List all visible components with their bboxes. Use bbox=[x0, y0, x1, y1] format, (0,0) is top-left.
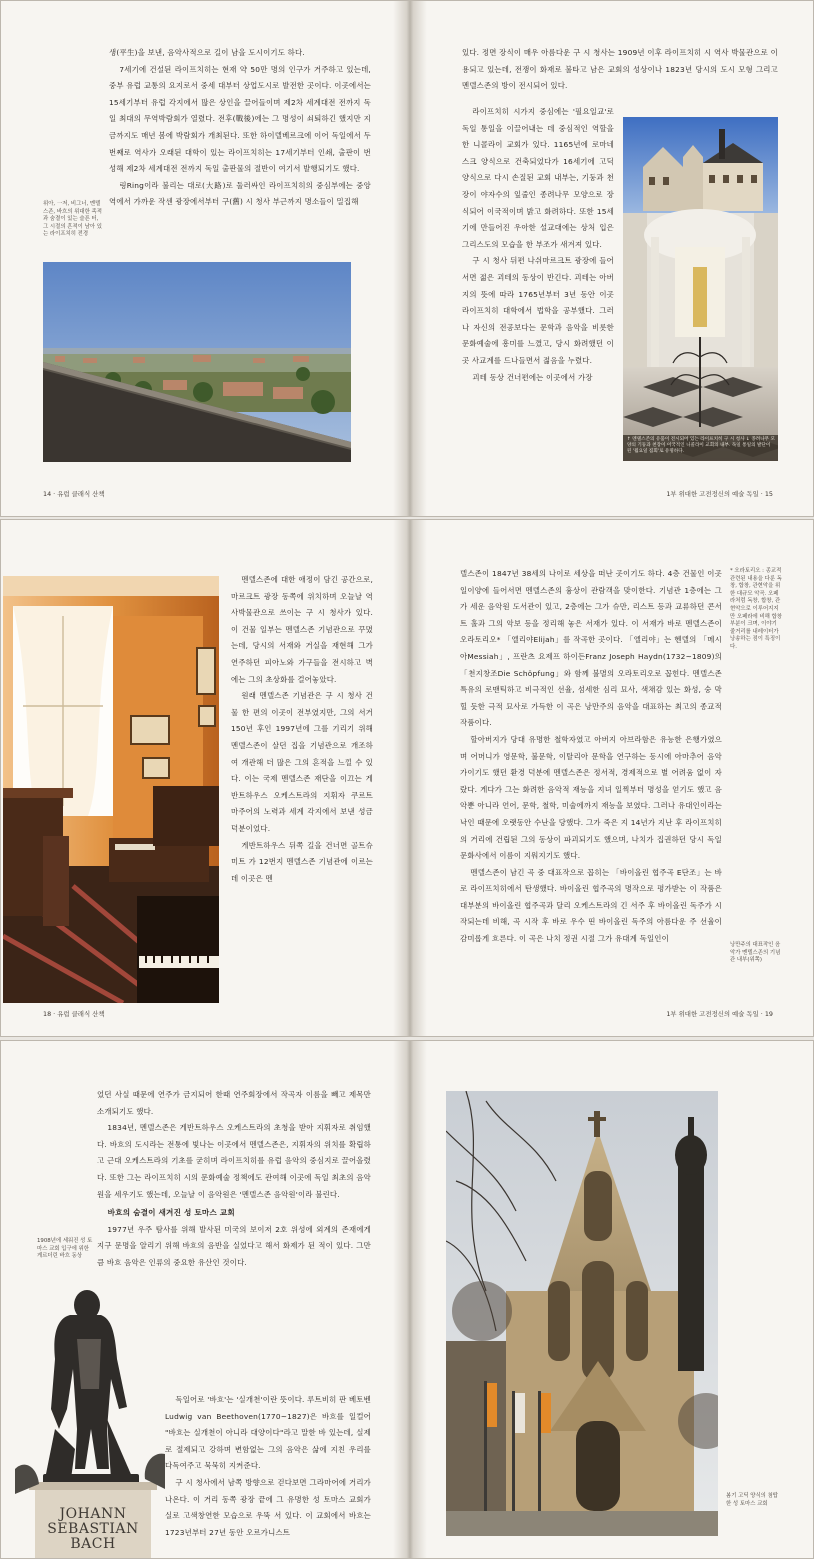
inscription-line: SEBASTIAN bbox=[47, 1521, 139, 1537]
st-thomas-church-illustration bbox=[446, 1091, 718, 1536]
page-14-caption: 위아, 一저, 비그너, 멘델스존, 바흐의 위대한 족적과 숨결이 있는 슬픈 터, 그 시절의 흔적이 남아 있는 라이프치히 전경 bbox=[43, 201, 102, 238]
page-14-body bbox=[109, 45, 371, 211]
st-thomas-caption: 봄기 고딕 양식의 첨탑 한 성 토마스 교회 bbox=[726, 1493, 779, 1507]
leipzig-panorama-illustration bbox=[43, 262, 351, 462]
page-number-15: 1부 위대한 고전정신의 예술 독일 · 15 bbox=[666, 490, 773, 498]
page-number-19: 1부 위대한 고전정신의 예술 독일 · 19 bbox=[666, 1010, 773, 1018]
paragraph: 구 시 청사 뒤편 나쉬마르크트 광장에 들어서면 젊은 괴테의 동상이 반긴다. 괴테는 아버지의 뜻에 따라 1765년부터 3년 동안 이곳 라이프치히 대학에서 법학을 공부했다. 그러나 자신의 전공보다는 문학과 음악을 비롯한 문화예술에 흥미를 느꼈고, 당시 화려했던 이곳 사교계를 드나들면서 젊음을 누렸다. bbox=[462, 256, 614, 365]
page-number-18: 18 · 유럽 클래식 산책 bbox=[43, 1010, 105, 1018]
page-14 bbox=[1, 1, 408, 516]
bach-statue-caption: 1908년에 세워진 성 토마스 교회 입구에 위한 게르더린 바흐 동상 bbox=[37, 1238, 93, 1260]
page-number-14: 14 · 유럽 클래식 산책 bbox=[43, 490, 105, 498]
page-bach-body-bottom bbox=[165, 1392, 371, 1541]
page-bach-body-top bbox=[97, 1087, 371, 1272]
page-15-body-top bbox=[462, 45, 778, 107]
mendelssohn-study-illustration bbox=[3, 576, 219, 1003]
oratorio-footnote: * 오라토리오 : 종교적 관련된 내용을 다룬 독창, 합창, 관현악을 위한 대규모 악곡. 오페라처럼 독창, 합창, 관현악으로 이루어지지만 오페라에 비해 합창 부분이 크며, 이야기 줄거리를 내레이터가 낭송하는 점이 특징이다. bbox=[730, 568, 783, 650]
mendelssohn-study-room-photo bbox=[3, 576, 219, 1003]
page-15-body-column bbox=[462, 104, 614, 386]
page-19 bbox=[408, 520, 814, 1036]
paragraph: 멘델스존에 대한 애정이 담긴 공간으로, 마르크트 광장 동쪽에 위치하며 오늘날 역사박물관으로 쓰이는 구 시 청사가 있다. 이 건물 일부는 멘델스존 기념관으로 꾸몄는데, 당시의 서재와 거실을 재현해 그가 연주하던 피아노와 가구들을 전시하고 벽에는 그의 초상화를 걸어놓았다. bbox=[231, 575, 373, 684]
statue-inscription bbox=[35, 1507, 151, 1552]
old-town-hall-and-nikolai-church-photo bbox=[623, 117, 778, 461]
page-18 bbox=[1, 520, 408, 1036]
page-st-thomas-photo bbox=[408, 1041, 814, 1558]
paragraph: 1834년, 멘델스존은 게반트하우스 오케스트라의 초청을 받아 지휘자로 취임했다. 바흐의 도시라는 전통에 빛나는 이곳에서 멘델스존은, 지휘자의 위치를 확립하고 근대 오케스트라의 기초를 굳히며 라이프치히를 유럽 음악의 중심지로 끌어올렸다. 또한 그는 라이프치히 시의 문화예술 정책에도 관여해 이곳에 독일 최초의 음악원을 세우기도 했는데, 오늘날 이 음악원은 '멘델스존 음악원'이라 불린다. bbox=[97, 1123, 371, 1199]
inscription-line: JOHANN bbox=[59, 1506, 127, 1522]
page-15 bbox=[408, 1, 814, 516]
paragraph: 있다. 정면 장식이 매우 아름다운 구 시 청사는 1909년 이후 라이프치히 시 역사 박물관으로 이용되고 있는데, 전쟁이 화재로 불타고 남은 교회의 성상이나 1823년 당시의 도시 모형 그리고 멘델스존의 방이 전시되어 있다. bbox=[462, 48, 778, 91]
spread-bach-st-thomas bbox=[0, 1040, 814, 1559]
paragraph: 원래 멘델스존 기념관은 구 시 청사 건물 한 편의 이곳이 전부였지만, 그의 서거 150년 후인 1997년에 그를 기리기 위해 멘델스존이 살던 집을 기념관으로 개조하여 개관해 더 많은 그의 흔적을 느낄 수 있다. 이는 국제 멘델스존 재단을 이끄는 게반트하우스 오케스트라의 지휘자 쿠르트 마주어의 노력과 세계 각지에서 보낸 성금 덕분이었다. bbox=[231, 691, 373, 833]
leipzig-panorama-photo bbox=[43, 262, 351, 462]
paragraph: 독일어로 '바흐'는 '실개천'이란 뜻이다. 루트비히 판 베토벤Ludwig van Beethoven(1770~1827)은 바흐를 일컬어 "바흐는 실개천이 아니라 대양이다"라고 말한 바 있는데, 실제로 절제되고 강하며 변함없는 그의 음악은 삶에 지친 우리를 다독여주고 묵묵히 지켜준다. bbox=[165, 1395, 371, 1471]
paragraph: 라이프치히 시가지 중심에는 '필요일교'로 독일 통일을 이끌어내는 데 중심적인 역할을 한 니콜라이 교회가 있다. 1165년에 로마네스크 양식으로 건축되었다가 16세기에 고딕 양식으로 다시 손질된 교회 내부는, 기둥과 천장이 야자수의 잎줄인 종려나무 모양으로 장식되어 이국적이며 밝고 화려하다. 또한 15세기에 만들어진 우아한 설교대에는 상처 입은 그리스도의 모습을 한 부조가 새겨져 있다. bbox=[462, 107, 614, 249]
paragraph: 괴테 동상 건너편에는 이곳에서 가장 bbox=[472, 372, 593, 382]
spread-pages-14-15 bbox=[0, 0, 814, 517]
st-thomas-church-photo bbox=[446, 1091, 718, 1536]
paragraph: 링Ring이라 불리는 대로(大路)로 둘러싸인 라이프치히의 중심부에는 중앙역에서 가까운 작센 광장에서부터 구(舊) 시 청사 부근까지 명소들이 밀집해 bbox=[109, 180, 371, 207]
paragraph: 었던 사실 때문에 연주가 금지되어 한때 연주회장에서 작곡자 이름을 빼고 제목만 소개되기도 했다. bbox=[97, 1090, 371, 1116]
page-19-side-caption: 낭만주의 대표작인 음악가 멘델스존의 기념관 내부(위쪽) bbox=[730, 942, 781, 964]
paragraph: 생(平生)을 보낸, 음악사적으로 길이 남을 도시이기도 하다. bbox=[109, 48, 305, 57]
paragraph: 게반트하우스 뒤쪽 길을 건너면 골트슈미트 가 12번지 멘델스존 기념관에 이르는데 이곳은 멘 bbox=[231, 840, 373, 883]
inscription-line: BACH bbox=[70, 1536, 116, 1552]
photo-caption: ↑ 멘델스존의 유품이 전시되어 있는 라이프치히 구 시 청사 ↓ 종려나무 모양의 기둥과 천장이 이국적인 니콜라이 교회의 내부. 독일 통일의 발단이 된 '월요일 집회'로 유명하다. bbox=[627, 437, 776, 454]
page-18-body bbox=[231, 572, 373, 887]
paragraph: 1977년 우주 탐사를 위해 발사된 미국의 보이저 2호 위성에 외계의 존재에게 지구 문명을 알리기 위해 바흐의 음반을 실었다고 해서 화제가 된 적이 있다. 그만큼 바흐 음악은 인류의 중요한 유산인 것이다. bbox=[97, 1224, 371, 1267]
page-19-body bbox=[460, 566, 722, 948]
bach-statue-photo bbox=[15, 1279, 165, 1559]
paragraph: 구 시 청사에서 남쪽 방향으로 걷다보면 그라마어에 거리가 나온다. 이 거리 동쪽 광장 끝에 그 유명한 성 토마스 교회가 실로 고색창연한 모습으로 우뚝 서 있다. 이 교회에서 바흐는 1723년부터 27년 동안 오르가니스트 bbox=[165, 1477, 371, 1537]
paragraph: 멘델스존이 남긴 곡 중 대표작으로 꼽히는 「바이올린 협주곡 E단조」는 바로 라이프치히에서 탄생했다. 바이올린 협주곡의 명작으로 평가받는 이 작품은 대부분의 바이올린 협주곡과 달리 오케스트라의 긴 서주 후 바이올린 독주가 시작되는데 비해, 곡 시작 후 바로 우수 띤 바이올린 독주의 아름다운 주 선율이 감미롭게 흐른다. 이 곡은 나치 정권 시절 그가 유대계 독일인이 bbox=[460, 867, 722, 944]
paragraph: 델스존이 1847년 38세의 나이로 세상을 떠난 곳이기도 하다. 4층 건물인 이곳 일이양에 들어서면 멘델스존의 흉상이 관람객을 맞이한다. 기념관 1층에는 그가 세운 음악원 도서관이 있고, 2층에는 그가 슈만, 리스트 등과 교류하던 콘서트 홀과 그의 악보 등을 정리해 놓은 서재가 있다. 이 서재가 바로 멘델스존이 오라토리오* 「엘리야Elijah」를 작곡한 곳이다. 「엘리야」는 헨델의 「메시아Messiah」, 프란츠 요제프 하이든Franz Joseph Haydn(1732~1809)의 「천지창조Die Schöpfung」와 함께 불멸의 오라토리오로 꼽힌다. 멘델스존 특유의 로맨틱하고 비극적인 선율, 섬세한 심리 묘사, 색채감 있는 화성, 숭 막힐 듯한 극적 묘사로 가득한 이 곡은 낭만주의 음악을 대표하는 최고의 종교적 작품이다. bbox=[460, 569, 722, 728]
section-heading: 바흐의 숨결이 새겨진 성 토마스 교회 bbox=[107, 1208, 235, 1218]
spread-pages-18-19 bbox=[0, 519, 814, 1037]
paragraph: 7세기에 건설된 라이프치히는 현재 약 50만 명의 인구가 거주하고 있는데, 중부 유럽 교통의 요지로서 중세 대부터 상업도시로 발전한 곳이다. 이곳에서는 15세기부터 유럽 각지에서 많은 상인을 끌어들이며 제2차 세계대전 전까지 독일 최대의 무역박람회가 열렸다. 전후(戰後)에는 그 명성이 쇠퇴하긴 했지만 지금까지도 매년 봄에 박람회가 개최된다. 또한 하이델베르크에 이어 독일에서 두번째로 역사가 오래된 대학이 있는 라이프치히는 17세기부터 인쇄, 출판이 번성해 제2차 세계대전 전까지 독일 출판물의 절반이 여기서 발행되기도 했다. bbox=[109, 64, 371, 174]
page-bach-text bbox=[1, 1041, 408, 1558]
paragraph: 할아버지가 당대 유명한 철학자였고 아버지 아브라함은 유능한 은행가였으며 어머니가 영문학, 불문학, 이탈리아 문학을 연구하는 동시에 아마추어 음악가이기도 했던 환경 덕분에 멘델스존은 정서적, 경제적으로 별 어려움 없이 자랐다. 게다가 그는 화려한 음악적 재능을 지녀 일찍부터 명성을 얻기도 했고 음악뿐 아니라 언어, 문학, 철학, 미술에까지 재능을 보였다. 그러나 유대인이라는 낙인 때문에 오랫동안 수난을 당했다. 그가 죽은 지 14년가 지난 후 라이프치히의 거리에 건립된 그의 동상이 파괴되기도 했으며, 나치가 집권하던 당시 독일 문화사에서 이름이 지워지기도 했다. bbox=[460, 734, 722, 861]
town-hall-church-illustration bbox=[623, 117, 778, 461]
